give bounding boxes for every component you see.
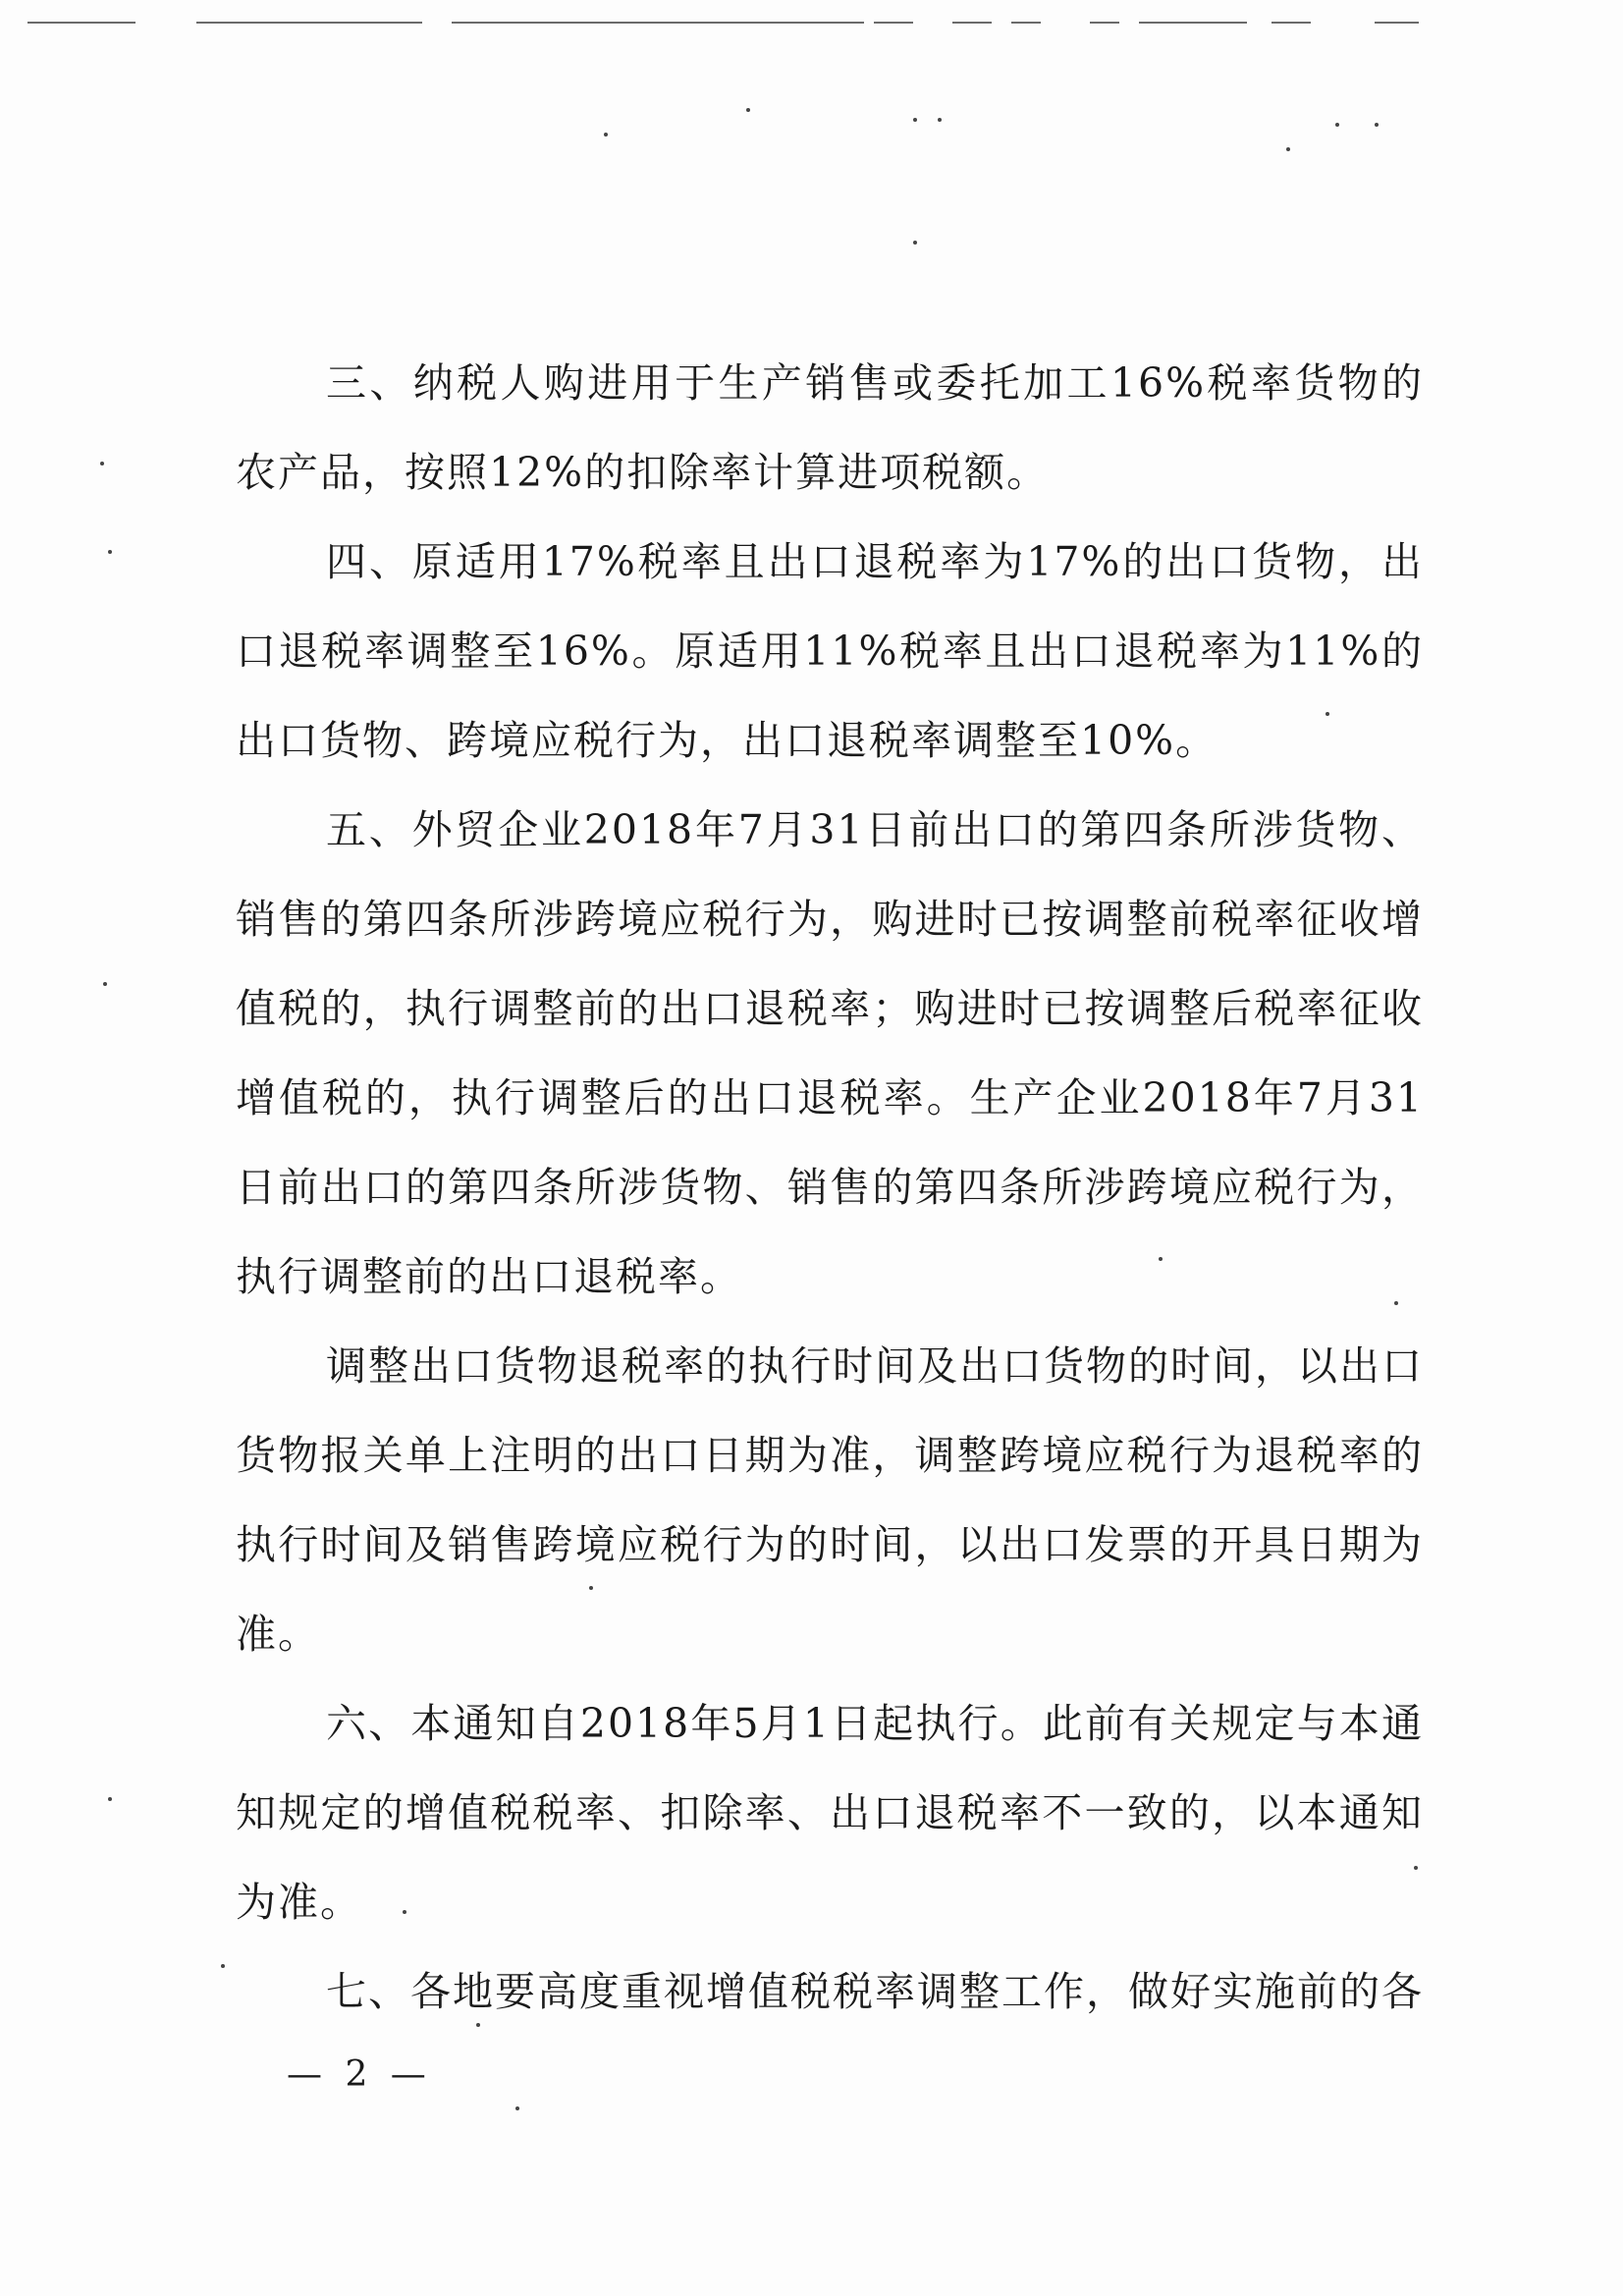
scan-artifact-line bbox=[1139, 22, 1247, 24]
scan-speck bbox=[103, 982, 107, 986]
scan-artifact-line bbox=[27, 22, 135, 24]
paragraph-article-5: 五、外贸企业2018年7月31日前出口的第四条所涉货物、销售的第四条所涉跨境应税行为，购进时已按调整前税率征收增值税的，执行调整前的出口退税率；购进时已按调整后税率征收增值税的，执行调整后的出口退税率。生产企业2018年7月31日前出口的第四条所涉货物、销售的第四条所涉跨境应税行为，执行调整前的出口退税率。 bbox=[236, 806, 1424, 1300]
paragraph-article-7: 七、各地要高度重视增值税税率调整工作，做好实施前的各 bbox=[326, 1968, 1424, 2015]
scan-speck bbox=[1375, 123, 1379, 127]
scan-speck bbox=[515, 2106, 519, 2110]
scan-speck bbox=[1286, 147, 1290, 151]
scan-speck bbox=[746, 108, 750, 112]
scan-speck bbox=[221, 1964, 225, 1968]
scan-speck bbox=[1335, 123, 1339, 127]
scan-speck bbox=[938, 118, 942, 122]
paragraph-article-6: 六、本通知自2018年5月1日起执行。此前有关规定与本通知规定的增值税税率、扣除率、出口退税率不一致的，以本通知为准。 bbox=[236, 1700, 1424, 1926]
page-number: — 2 — bbox=[287, 2054, 432, 2095]
scan-speck bbox=[913, 118, 917, 122]
scan-artifact-line bbox=[1090, 22, 1119, 24]
scan-artifact-line bbox=[1011, 22, 1041, 24]
scan-speck bbox=[100, 462, 104, 465]
paragraph-article-4: 四、原适用17%税率且出口退税率为17%的出口货物，出口退税率调整至16%。原适用11%税率且出口退税率为11%的出口货物、跨境应税行为，出口退税率调整至10%。 bbox=[236, 538, 1424, 764]
scan-artifact-line bbox=[952, 22, 992, 24]
scan-artifact-line bbox=[1271, 22, 1311, 24]
scan-artifact-line bbox=[452, 22, 864, 24]
scan-speck bbox=[604, 133, 608, 137]
scan-speck bbox=[108, 550, 112, 554]
scan-artifact-line bbox=[196, 22, 422, 24]
scan-artifact-line bbox=[1375, 22, 1419, 24]
paragraph-article-5-supplement: 调整出口货物退税率的执行时间及出口货物的时间，以出口货物报关单上注明的出口日期为准，调整跨境应税行为退税率的执行时间及销售跨境应税行为的时间，以出口发票的开具日期为准。 bbox=[236, 1342, 1424, 1658]
document-body bbox=[236, 339, 1424, 2037]
scan-speck bbox=[913, 241, 917, 245]
scan-speck bbox=[108, 1797, 112, 1801]
scan-artifact-line bbox=[874, 22, 913, 24]
paragraph-article-3: 三、纳税人购进用于生产销售或委托加工16%税率货物的农产品，按照12%的扣除率计算进项税额。 bbox=[236, 359, 1424, 496]
